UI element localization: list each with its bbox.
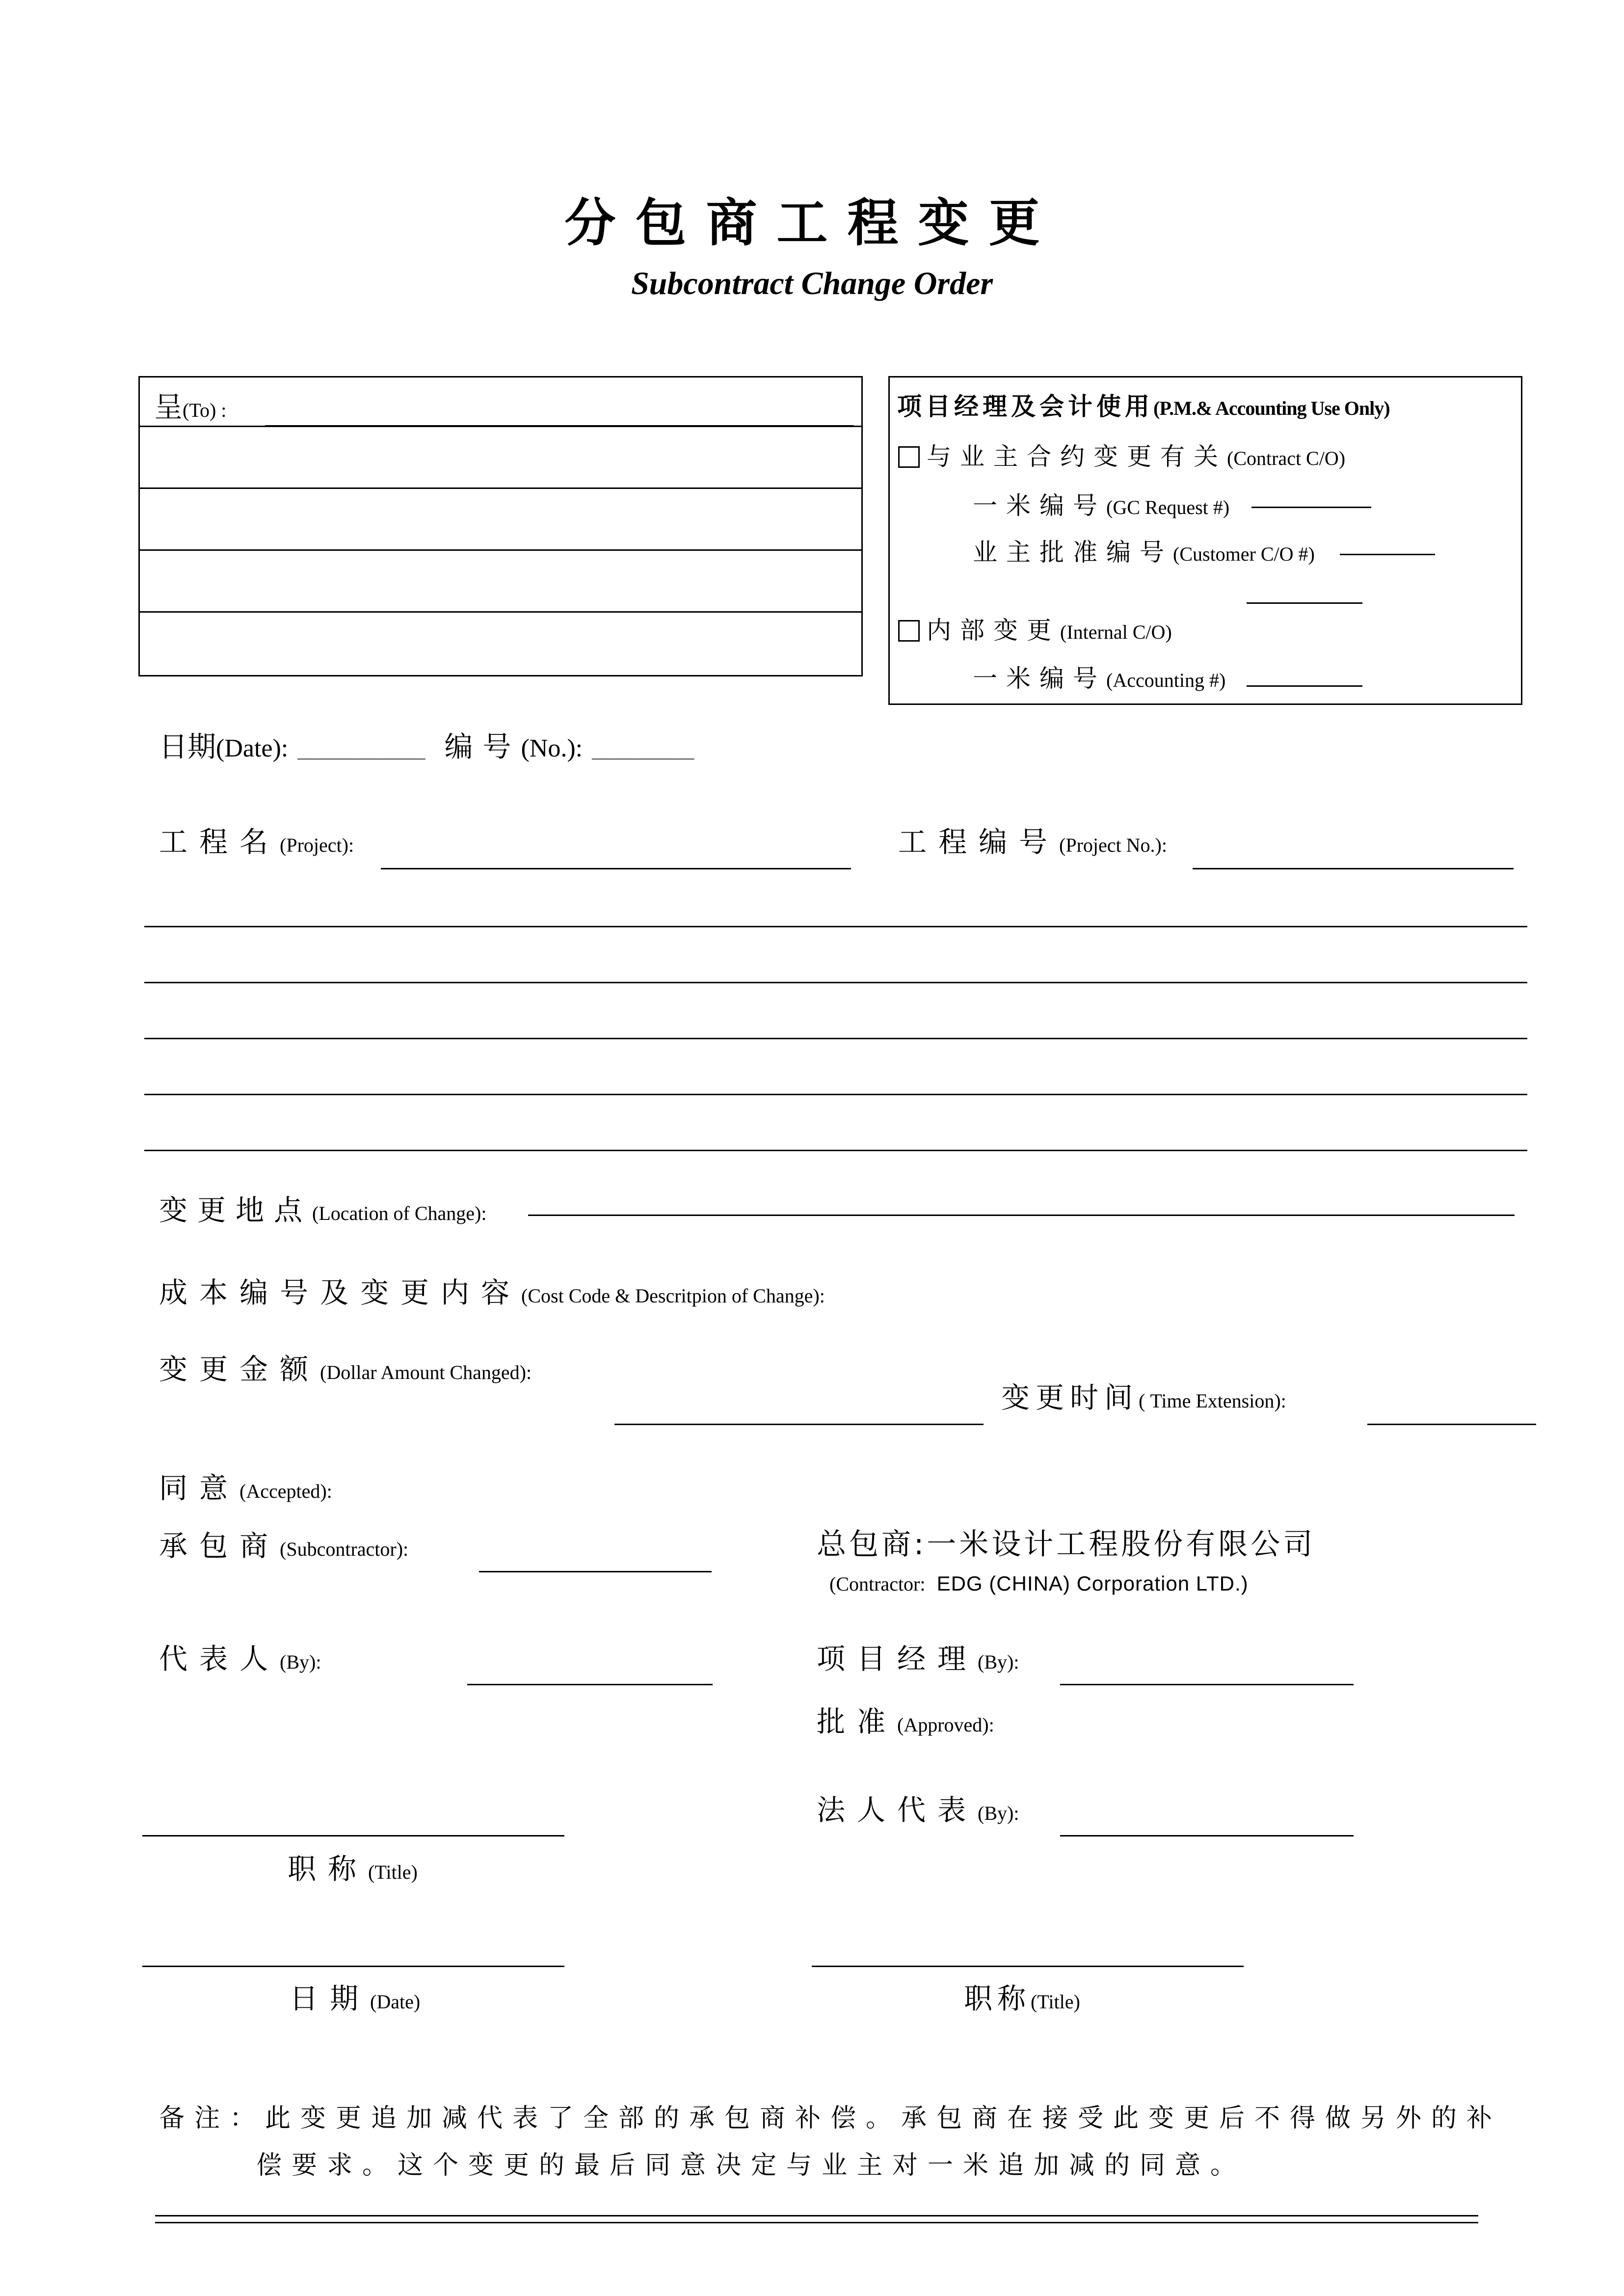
page-title	[0, 182, 1624, 255]
pm-by-field[interactable]	[1060, 1684, 1354, 1685]
location-label: 变更地点(Location of Change):	[159, 1193, 487, 1227]
dollar-amount-field[interactable]	[614, 1424, 984, 1425]
subcontractor-field[interactable]	[479, 1571, 712, 1572]
to-recipient-field[interactable]	[265, 425, 854, 427]
location-field[interactable]	[528, 1215, 1515, 1216]
bottom-rule	[155, 2222, 1478, 2223]
description-line[interactable]	[144, 982, 1527, 983]
to-row-divider	[138, 549, 863, 551]
title-left-field[interactable]	[142, 1835, 564, 1837]
number-field[interactable]: ________	[592, 734, 694, 762]
project-field[interactable]	[381, 868, 851, 869]
cost-code-label: 成本编号及变更内容(Cost Code & Descritpion of Change):	[159, 1276, 825, 1309]
approved-label: 批准(Approved):	[817, 1705, 994, 1738]
description-line[interactable]	[144, 926, 1527, 927]
date-bottom-field[interactable]	[142, 1966, 564, 1967]
contract-co-option[interactable]: 与业主合约变更有关(Contract C/O)	[898, 437, 1345, 472]
internal-co-option[interactable]: 内部变更(Internal C/O)	[898, 611, 1172, 646]
title-right-label: 职称(Title)	[964, 1982, 1080, 2015]
title-right-field[interactable]	[812, 1966, 1244, 1967]
customer-co-row: 业主批准编号(Customer C/O #)	[973, 538, 1315, 567]
legal-rep-label: 法人代表(By):	[817, 1793, 1019, 1827]
contractor-label: 总包商:一米设计工程股份有限公司	[817, 1527, 1316, 1562]
description-line[interactable]	[144, 1038, 1527, 1039]
legal-rep-field[interactable]	[1060, 1835, 1354, 1837]
gc-request-field[interactable]	[1251, 507, 1371, 508]
accepted-label: 同意(Accepted):	[159, 1471, 332, 1505]
to-row-divider	[138, 487, 863, 489]
description-line[interactable]	[144, 1150, 1527, 1151]
remark-line-2: 偿要求。这个变更的最后同意决定与业主对一米追加减的同意。	[256, 2151, 1246, 2180]
gc-request-row: 一米编号(GC Request #)	[973, 491, 1230, 520]
date-row: 日期(Date): __________ 编号(No.): ________	[159, 730, 694, 763]
project-no-label: 工程编号(Project No.):	[898, 825, 1167, 859]
dollar-amount-label: 变更金额(Dollar Amount Changed):	[159, 1352, 532, 1386]
internal-co-checkbox[interactable]	[898, 620, 920, 642]
to-row-divider	[138, 611, 863, 613]
time-extension-label: 变更时间( Time Extension):	[1001, 1381, 1286, 1414]
page-title-zh: 分包商工程变更	[564, 193, 1060, 253]
pm-box-header: 项目经理及会计使用(P.M.& Accounting Use Only)	[897, 392, 1390, 421]
subcontractor-label: 承包商(Subcontractor):	[159, 1529, 409, 1563]
remark-line-1: 备注：此变更追加减代表了全部的承包商补偿。承包商在接受此变更后不得做另外的补	[159, 2104, 1502, 2133]
accounting-row: 一米编号(Accounting #)	[973, 664, 1226, 693]
to-label: 呈(To) :	[154, 390, 227, 424]
customer-co-field-extra[interactable]	[1247, 602, 1362, 604]
time-extension-field[interactable]	[1367, 1424, 1536, 1425]
contract-co-checkbox[interactable]	[898, 446, 920, 468]
contractor-name-en: (Contractor: EDG (CHINA) Corporation LTD.)	[829, 1572, 1249, 1595]
page-subtitle-en: Subcontract Change Order	[631, 266, 993, 301]
page-subtitle	[0, 265, 1624, 302]
project-label: 工程名(Project):	[159, 825, 354, 859]
customer-co-field[interactable]	[1340, 554, 1435, 555]
by-left-label: 代表人(By):	[159, 1642, 321, 1675]
accounting-field[interactable]	[1247, 685, 1362, 687]
description-line[interactable]	[144, 1094, 1527, 1095]
date-field[interactable]: __________	[297, 734, 426, 762]
date-bottom-label: 日期(Date)	[290, 1982, 421, 2015]
bottom-rule	[155, 2215, 1478, 2216]
to-box	[138, 376, 863, 676]
pm-by-label: 项目经理(By):	[817, 1642, 1019, 1675]
by-left-field[interactable]	[467, 1684, 713, 1685]
project-no-field[interactable]	[1193, 868, 1514, 869]
title-left-label: 职称(Title)	[288, 1852, 418, 1886]
